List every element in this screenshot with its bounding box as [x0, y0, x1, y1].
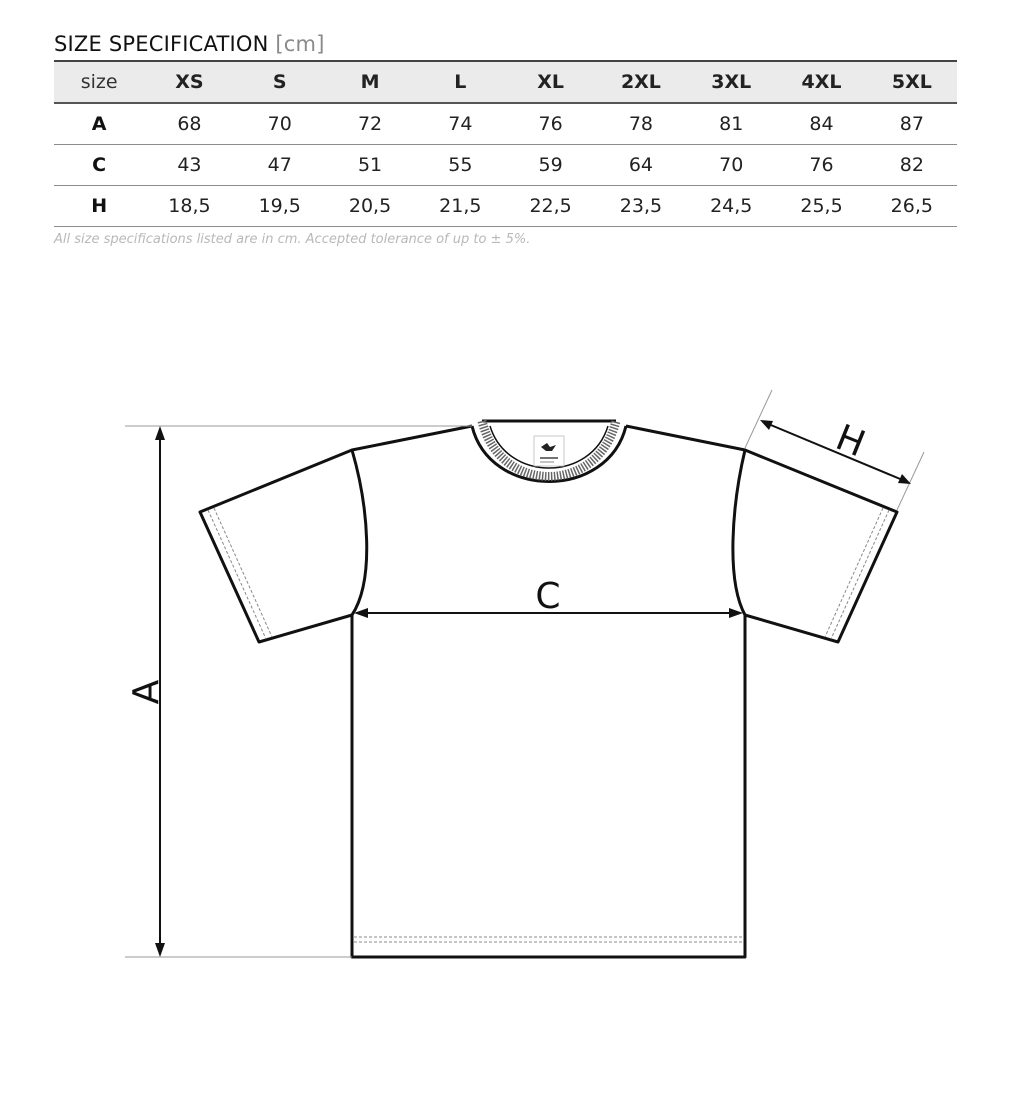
table-cell: 43 — [144, 145, 234, 186]
dimension-a-arrow-bottom — [155, 943, 165, 957]
table-cell: 24,5 — [686, 186, 776, 227]
dimension-a — [125, 426, 472, 957]
neck-label — [534, 436, 564, 466]
row-label: A — [54, 103, 144, 145]
table-cell: 72 — [325, 103, 415, 145]
dimension-h-label: H — [830, 417, 871, 466]
tshirt-body — [352, 615, 745, 957]
table-cell: 55 — [415, 145, 505, 186]
table-cell: 70 — [686, 145, 776, 186]
tshirt-right-shoulder — [626, 426, 745, 615]
table-cell: 78 — [596, 103, 686, 145]
table-cell: 81 — [686, 103, 776, 145]
title-main: SIZE SPECIFICATION — [54, 32, 269, 56]
table-cell: 64 — [596, 145, 686, 186]
size-header-cell: 2XL — [596, 61, 686, 103]
table-cell: 82 — [867, 145, 957, 186]
table-cell: 59 — [505, 145, 595, 186]
tolerance-note: All size specifications listed are in cm. Accepted tolerance of up to ± 5%. — [54, 232, 531, 247]
tshirt-left-shoulder — [352, 426, 472, 615]
title-unit: [cm] — [275, 32, 325, 56]
table-cell: 20,5 — [325, 186, 415, 227]
size-header-cell: L — [415, 61, 505, 103]
table-cell: 21,5 — [415, 186, 505, 227]
table-cell: 22,5 — [505, 186, 595, 227]
table-cell: 26,5 — [867, 186, 957, 227]
table-cell: 18,5 — [144, 186, 234, 227]
size-header-cell: XS — [144, 61, 234, 103]
row-label: C — [54, 145, 144, 186]
tshirt-stitching — [208, 508, 889, 942]
table-cell: 19,5 — [235, 186, 325, 227]
size-header-cell: 5XL — [867, 61, 957, 103]
dimension-c-label: C — [535, 576, 561, 617]
size-header-cell: 4XL — [776, 61, 866, 103]
tshirt-left-sleeve — [200, 450, 352, 642]
table-cell: 87 — [867, 103, 957, 145]
table-cell: 47 — [235, 145, 325, 186]
table-cell: 76 — [776, 145, 866, 186]
size-header-cell: S — [235, 61, 325, 103]
size-corner-label: size — [54, 61, 144, 103]
size-header-cell: M — [325, 61, 415, 103]
tshirt-right-sleeve — [745, 450, 897, 642]
dimension-a-arrow-top — [155, 426, 165, 440]
table-cell: 51 — [325, 145, 415, 186]
table-cell: 74 — [415, 103, 505, 145]
table-cell: 68 — [144, 103, 234, 145]
table-cell: 84 — [776, 103, 866, 145]
table-cell: 76 — [505, 103, 595, 145]
size-header-cell: XL — [505, 61, 595, 103]
row-label: H — [54, 186, 144, 227]
dimension-a-label: A — [126, 679, 167, 705]
dimension-h-arrow-right — [898, 474, 911, 484]
tshirt-outline — [200, 421, 897, 957]
table-cell: 23,5 — [596, 186, 686, 227]
size-header-cell: 3XL — [686, 61, 776, 103]
dimension-h-arrow-left — [760, 420, 773, 430]
table-cell: 70 — [235, 103, 325, 145]
table-cell: 25,5 — [776, 186, 866, 227]
